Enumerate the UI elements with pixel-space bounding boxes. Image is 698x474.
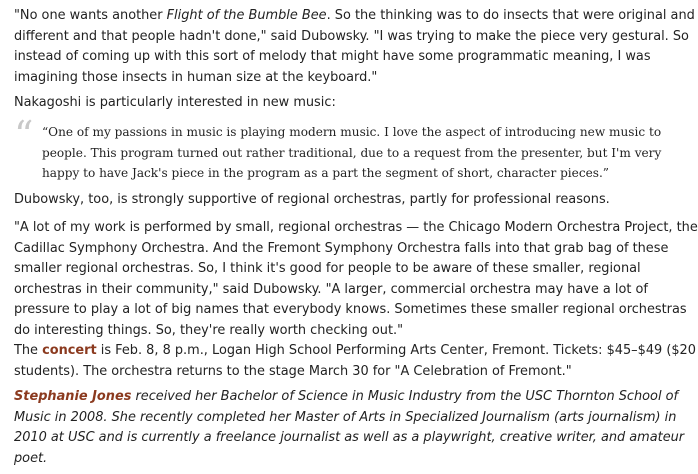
text-line: students). The orchestra returns to the stage March 30 for "A Celebration of Fremont." (14, 363, 572, 379)
text-line: Cadillac Symphony Orchestra. And the Fremont Symphony Orchestra falls into that grab bag of these (14, 240, 669, 256)
text-line: happy to have Jack's piece in the program as a part the segment of short, character pieces.” (42, 166, 609, 180)
text-segment: The (14, 343, 43, 358)
text-line: pressure to play a lot of big names that everybody knows. Sometimes these smaller regional orchestras (14, 302, 687, 317)
text-segment: received her Bachelor of Science in Music Industry from the USC Thornton School of (131, 389, 679, 404)
paragraph-concert-info (14, 341, 696, 382)
work-title: Flight of the Bumble Bee (166, 8, 327, 23)
text-segment: is Feb. 8, 8 p.m., Logan High School Performing Arts Center, Fremont. Tickets: $45–$49 ($20 (96, 343, 696, 358)
blockquote (14, 113, 662, 182)
text-line: poet. (14, 450, 48, 466)
text-line: imagining those insects in human size at the keyboard." (14, 69, 378, 85)
author-bio (14, 387, 685, 469)
text-line: Nakagoshi is particularly interested in new music: (14, 95, 336, 110)
text-line: smaller regional orchestras. So, I think it's good for people to be aware of these smaller, regional (14, 261, 641, 276)
text-line: Dubowsky, too, is strongly supportive of regional orchestras, partly for professional reasons. (14, 192, 610, 207)
text-line: different and that people hadn't done," said Dubowsky. "I was trying to make the piece very gestural. So (14, 28, 689, 44)
text-segment: . So the thinking was to do insects that were original and (326, 8, 695, 23)
text-line (14, 341, 696, 362)
blockquote-text (42, 122, 661, 184)
text-line: “One of my passions in music is playing modern music. I love the aspect of introducing new music to (42, 125, 662, 139)
text-line: orchestras in their community," said Dubowsky. "A larger, commercial orchestra may have a lot of (14, 281, 648, 297)
text-line: 2010 at USC and is currently a freelance journalist as well as a playwright, creative writer, and amateur (14, 430, 685, 445)
concert-link[interactable]: concert (42, 343, 97, 358)
paragraph-regional-orchestras (14, 218, 698, 341)
quote-mark-icon: “ (14, 113, 34, 157)
paragraph-regional-support (14, 190, 642, 211)
paragraph-flight-of-bumble-bee (14, 6, 695, 88)
text-line (14, 387, 679, 408)
text-segment: "No one wants another (14, 8, 167, 23)
text-line: do interesting things. So, they're really worth checking out." (14, 322, 404, 338)
text-line (14, 6, 695, 27)
text-line: instead of coming up with this sort of melody that might have some programmatic meaning, I was (14, 49, 651, 64)
author-link[interactable]: Stephanie Jones (14, 389, 132, 404)
text-line: Music in 2008. She recently completed her Master of Arts in Specialized Journalism (arts journalism) in (14, 409, 677, 425)
text-line: people. This program turned out rather traditional, due to a request from the presenter, but I'm very (42, 145, 662, 160)
text-line: "A lot of my work is performed by small, regional orchestras — the Chicago Modern Orchestra Project, the (14, 220, 698, 235)
paragraph-nakagoshi-intro (14, 93, 642, 114)
